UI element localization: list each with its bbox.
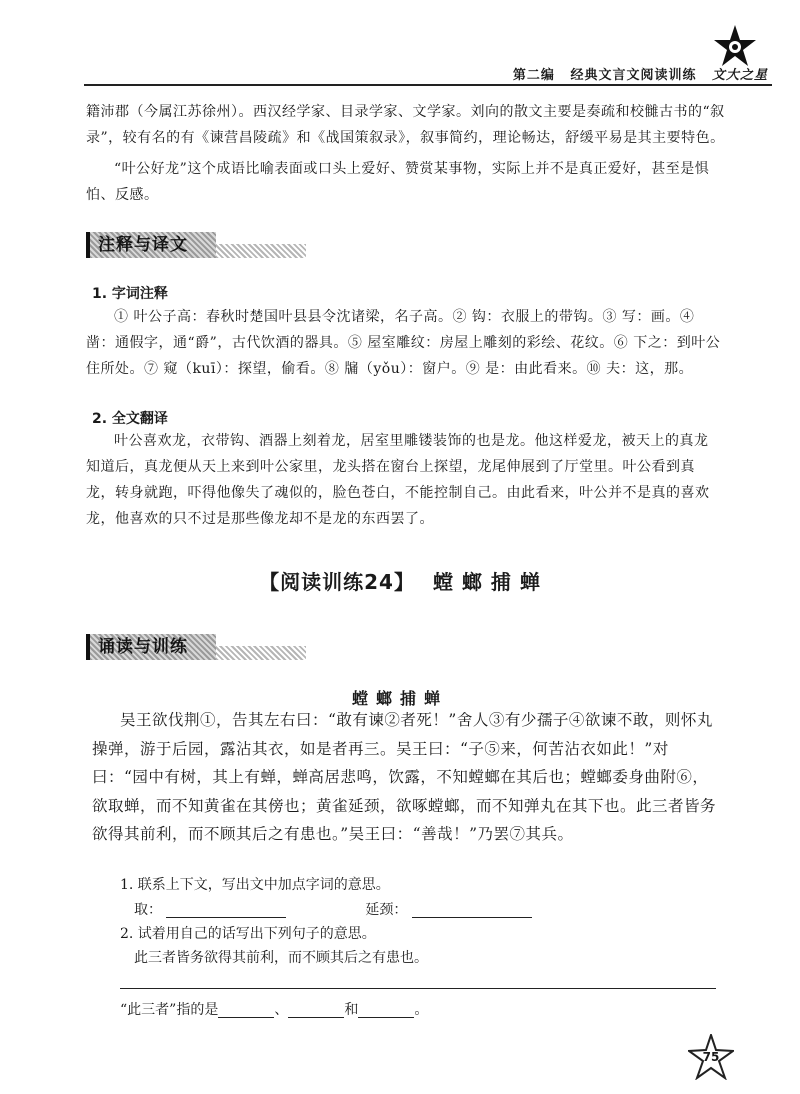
subhead-translation: 2. 全文翻译 bbox=[92, 411, 168, 427]
question-2: 2. 试着用自己的话写出下列句子的意思。 bbox=[120, 926, 376, 942]
banner-decoration bbox=[216, 646, 306, 660]
separator-2: 和 bbox=[344, 1002, 359, 1018]
separator-1: 、 bbox=[274, 1002, 289, 1018]
passage-title: 螳螂捕蝉 bbox=[351, 689, 448, 708]
sentence-end: 。 bbox=[414, 1002, 429, 1018]
question-1-answers bbox=[134, 898, 532, 922]
lesson-name: 螳 螂 捕 蝉 bbox=[432, 570, 541, 594]
question-1: 1. 联系上下文，写出文中加点字词的意思。 bbox=[120, 877, 390, 893]
classical-passage: 吴王欲伐荆①，告其左右曰：“敢有谏②者死！”舍人③有少孺子④欲谏不敢，则怀丸操弹，游于后园，露沾其衣，如是者再三。吴王曰：“子⑤来，何苦沾衣如此！”对曰：“园中有树，其上有蝉，蝉高居悲鸣，饮露，不知螳螂在其后也；螳螂委身曲附⑥，欲取蝉，而不知黄雀在其傍也；黄雀延颈，欲啄螳螂，而不知弹丸在其下也。此三者皆务欲得其前利，而不顾其后之有患也。”吴王曰：“善哉！”乃罢⑦其兵。 bbox=[92, 711, 717, 843]
header-divider bbox=[84, 84, 772, 86]
header-part: 第二编 bbox=[512, 68, 555, 83]
lesson-title bbox=[0, 566, 800, 595]
running-header bbox=[503, 64, 768, 83]
answer-blank-yanjing[interactable] bbox=[412, 901, 532, 918]
banner-decoration bbox=[216, 244, 306, 258]
answer-label-yanjing: 延颈： bbox=[365, 902, 408, 918]
star-logo-icon bbox=[713, 24, 757, 68]
annotations-text: ① 叶公子高：春秋时楚国叶县县令沈诸梁，名子高。② 钩：衣服上的带钩。③ 写：画。④ 凿：通假字，通“爵”，古代饮酒的器具。⑤ 屋室雕纹：房屋上雕刻的彩绘、花纹。⑥ 下之：到叶公住所处。⑦ 窥（kuī）：探望，偷看。⑧ 牖（yǒu）：窗户。⑨ 是：由此看来。⑩ 夫：这，那。 bbox=[86, 309, 721, 377]
header-brand: 文大之星 bbox=[711, 68, 768, 83]
answer-line[interactable] bbox=[120, 988, 716, 989]
answer-blank-qu[interactable] bbox=[166, 901, 286, 918]
lesson-tag: 【阅读训练24】 bbox=[259, 570, 415, 594]
intro-paragraph-2: “叶公好龙”这个成语比喻表面或口头上爱好、赞赏某事物，实际上并不是真正爱好，甚至是惧怕、反感。 bbox=[86, 161, 710, 203]
question-2-sentence: 此三者皆务欲得其前利，而不顾其后之有患也。 bbox=[134, 950, 428, 966]
answer-blank-2[interactable] bbox=[288, 1001, 344, 1018]
answer-blank-3[interactable] bbox=[358, 1001, 414, 1018]
section-banner-notes: 注释与译文 bbox=[86, 232, 216, 258]
intro-paragraph-1: 籍沛郡（今属江苏徐州）。西汉经学家、目录学家、文学家。刘向的散文主要是奏疏和校雠古书的“叙录”，较有名的有《谏营昌陵疏》和《战国策叙录》，叙事简约，理论畅达，舒缓平易是其主要特色。 bbox=[86, 104, 725, 146]
answer-label-qu: 取： bbox=[134, 902, 162, 918]
header-section: 经典文言文阅读训练 bbox=[570, 68, 697, 83]
translation-text: 叶公喜欢龙，衣带钩、酒器上刻着龙，居室里雕镂装饰的也是龙。他这样爱龙，被天上的真龙知道后，真龙便从天上来到叶公家里，龙头搭在窗台上探望，龙尾伸展到了厅堂里。叶公看到真龙，转身就跑，吓得他像失了魂似的，脸色苍白，不能控制自己。由此看来，叶公并不是真的喜欢龙，他喜欢的只不过是那些像龙却不是龙的东西罢了。 bbox=[86, 433, 710, 527]
answer-blank-1[interactable] bbox=[218, 1001, 274, 1018]
section-banner-reading: 诵读与训练 bbox=[86, 634, 216, 660]
page-number: 75 bbox=[702, 1050, 720, 1064]
question-3-prefix: “此三者”指的是 bbox=[120, 1002, 219, 1018]
subhead-word-notes: 1. 字词注释 bbox=[92, 286, 168, 302]
question-3 bbox=[120, 998, 428, 1022]
